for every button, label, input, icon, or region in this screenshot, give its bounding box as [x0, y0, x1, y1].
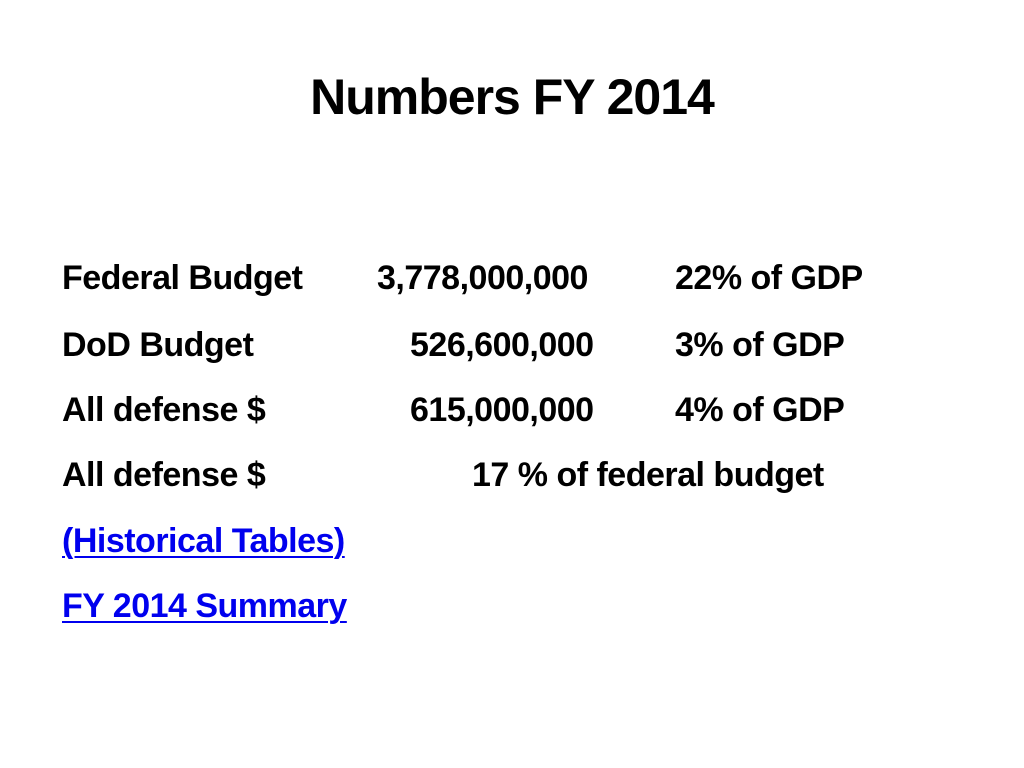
- row-dod-budget: [62, 317, 962, 373]
- row-federal-budget: [62, 250, 962, 306]
- row-label: DoD Budget: [62, 326, 254, 364]
- row-amount: 615,000,000: [410, 391, 594, 429]
- row-percent: 4% of GDP: [675, 391, 845, 429]
- row-label: Federal Budget: [62, 259, 303, 297]
- row-all-defense: [62, 382, 962, 438]
- row-label: All defense $: [62, 456, 266, 494]
- row-note: 17 % of federal budget: [472, 456, 824, 494]
- row-amount: 526,600,000: [410, 326, 594, 364]
- row-label: All defense $: [62, 391, 266, 429]
- slide-title: Numbers FY 2014: [310, 69, 714, 125]
- row-all-defense-share: [62, 447, 962, 503]
- row-percent: 3% of GDP: [675, 326, 845, 364]
- fy2014-summary-link[interactable]: FY 2014 Summary: [62, 587, 347, 625]
- row-amount: 3,778,000,000: [377, 259, 588, 297]
- historical-tables-link[interactable]: (Historical Tables): [62, 522, 345, 560]
- row-percent: 22% of GDP: [675, 259, 863, 297]
